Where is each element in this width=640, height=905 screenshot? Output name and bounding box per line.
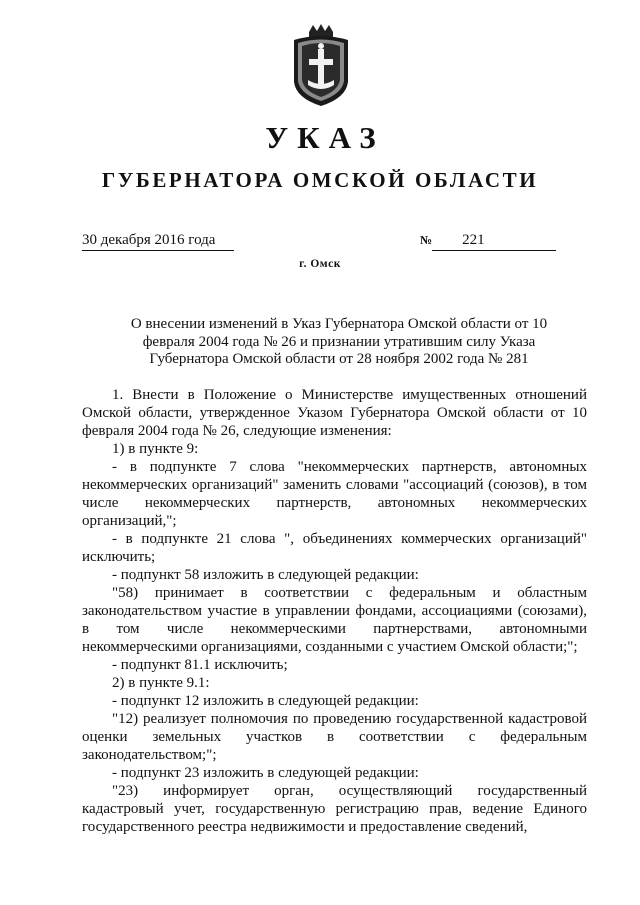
paragraph: "12) реализует полномочия по проведению государственной кадастровой оценки земельных участков в соответствии с федеральным законодательством;"; [82,711,587,763]
paragraph: 1) в пункте 9: [112,441,199,457]
number-sign: № [420,233,433,247]
paragraph: - подпункт 23 изложить в следующей редакции: [112,765,419,781]
paragraph: - в подпункте 21 слова ", объединениях коммерческих организаций" исключить; [82,531,587,565]
document-number: 221 [432,232,556,251]
document-body [82,386,587,836]
paragraph: 2) в пункте 9.1: [112,675,210,691]
document-date: 30 декабря 2016 года [82,232,234,251]
document-city: г. Омск [299,258,341,270]
document-number-field [420,232,556,251]
document-title: УКАЗ [265,120,385,155]
paragraph: - подпункт 81.1 исключить; [112,657,288,673]
omsk-coat-of-arms-icon [288,22,354,108]
paragraph: "23) информирует орган, осуществляющий государственный кадастровый учет, государственную регистрацию прав, ведение Единого государственного реестра недвижимости и предоставление сведений, [82,783,587,835]
paragraph: - подпункт 58 изложить в следующей редакции: [112,567,419,583]
paragraph: - подпункт 12 изложить в следующей редакции: [112,693,419,709]
document-issuer: ГУБЕРНАТОРА ОМСКОЙ ОБЛАСТИ [101,168,539,192]
paragraph: 1. Внести в Положение о Министерстве имущественных отношений Омской области, утвержденное Указом Губернатора Омской области от 10 февраля 2004 года № 26, следующие изменения: [82,387,587,439]
paragraph: - в подпункте 7 слова "некоммерческих партнерств, автономных некоммерческих организаций" заменить словами "ассоциаций (союзов), в том числе некоммерческих партнерств, автономных некоммерческих организаций,"; [82,459,587,529]
document-subject: О внесении изменений в Указ Губернатора Омской области от 10 февраля 2004 года № 26 и признании утратившим силу Указа Губернатора Омской области от 28 ноября 2002 года № 281 [130,316,548,367]
paragraph: "58) принимает в соответствии с федеральным и областным законодательством участие в управлении фондами, ассоциациями (союзами), в том числе некоммерческими партнерствами, автономными некоммерческими организациями, созданными с участием Омской области;"; [82,585,587,655]
